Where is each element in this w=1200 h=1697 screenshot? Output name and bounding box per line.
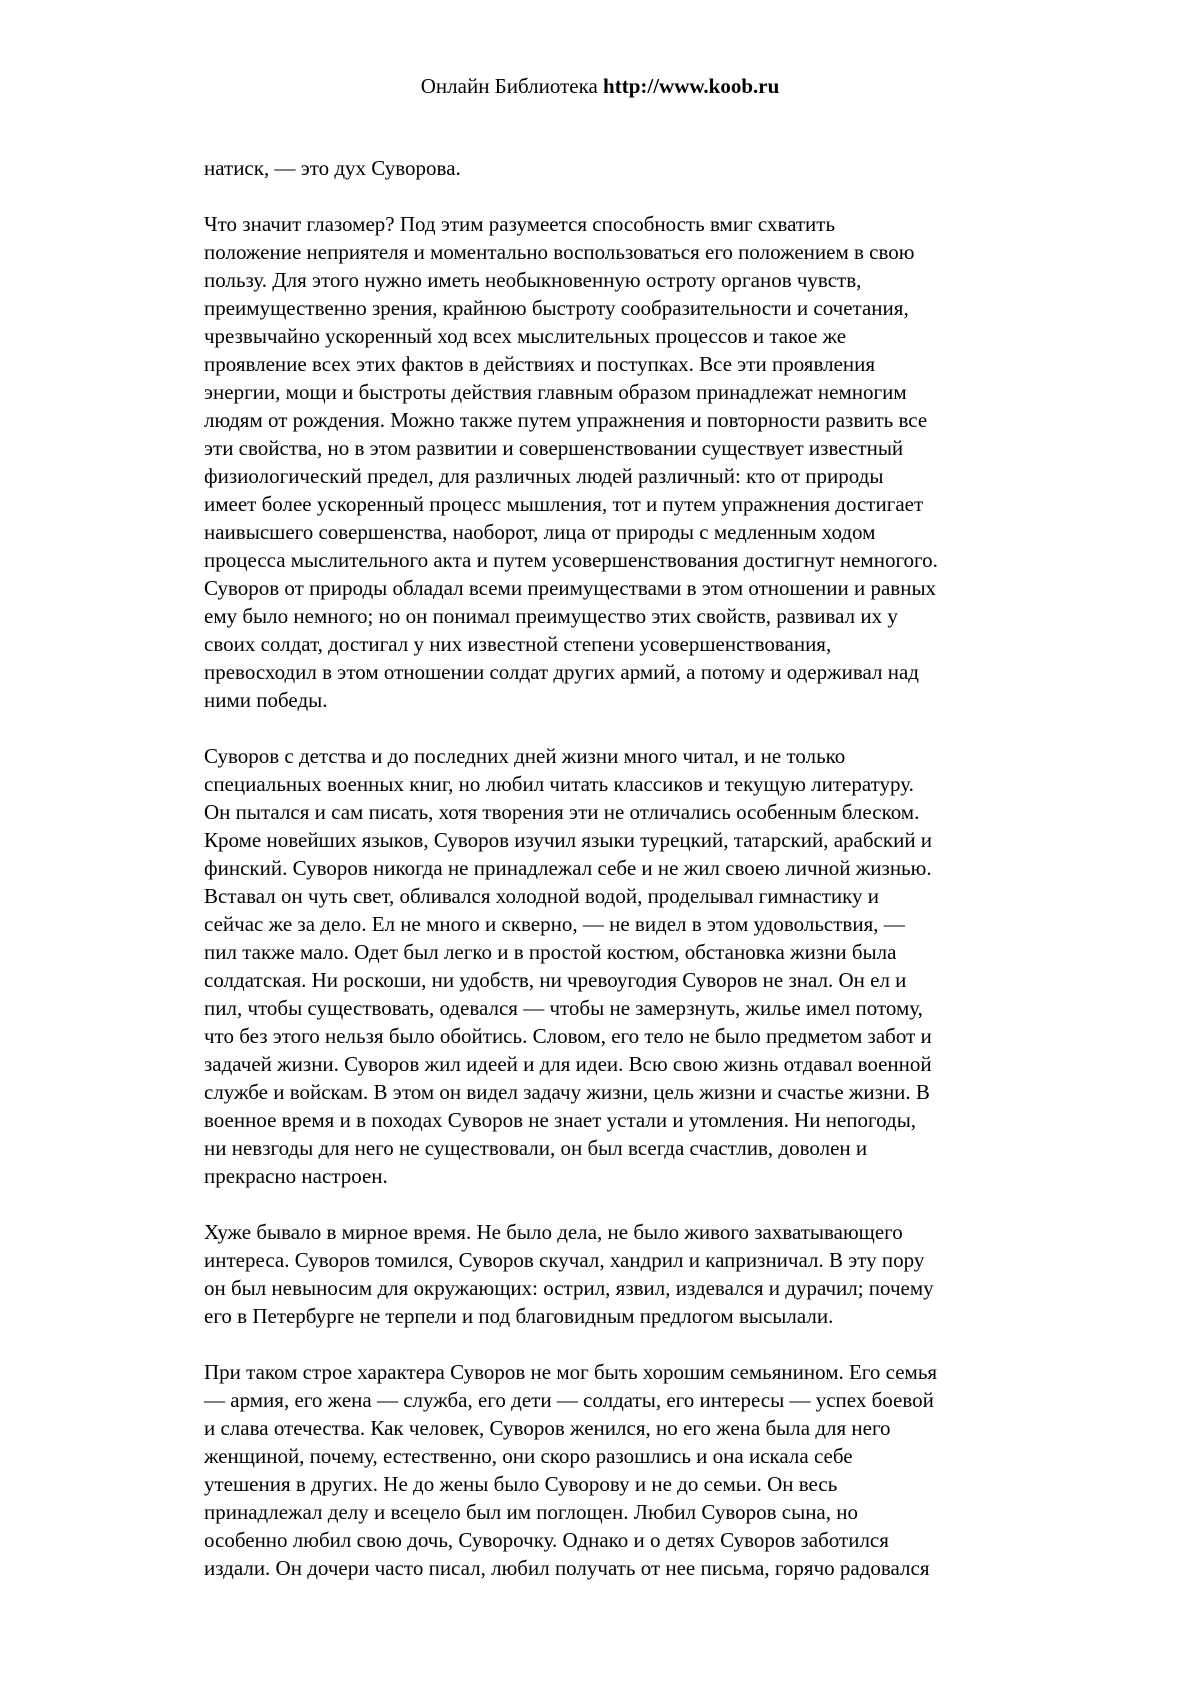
text-line: проявление всех этих фактов в действиях и поступках. Все эти проявления <box>204 352 876 376</box>
text-line: Суворов от природы обладал всеми преимуществами в этом отношении и равных <box>204 576 937 600</box>
paragraph <box>204 1358 1064 1582</box>
text-line: Хуже бывало в мирное время. Не было дела, не было живого захватывающего <box>204 1220 903 1244</box>
text-line: физиологический предел, для различных людей различный: кто от природы <box>204 464 884 488</box>
text-line: службе и войскам. В этом он видел задачу жизни, цель жизни и счастье жизни. В <box>204 1080 930 1104</box>
text-line: ними победы. <box>204 688 328 712</box>
text-line: прекрасно настроен. <box>204 1164 388 1188</box>
text-line: его в Петербурге не терпели и под благовидным предлогом высылали. <box>204 1304 834 1328</box>
text-line: финский. Суворов никогда не принадлежал себе и не жил своею личной жизнью. <box>204 856 932 880</box>
text-line: пользу. Для этого нужно иметь необыкновенную остроту органов чувств, <box>204 268 862 292</box>
header-url[interactable]: http://www.koob.ru <box>603 74 780 98</box>
text-line: энергии, мощи и быстроты действия главным образом принадлежат немногим <box>204 380 907 404</box>
text-line: издали. Он дочери часто писал, любил получать от нее письма, горячо радовался <box>204 1556 930 1580</box>
text-line: принадлежал делу и всецело был им поглощен. Любил Суворов сына, но <box>204 1500 858 1524</box>
text-line: своих солдат, достигал у них известной степени усовершенствования, <box>204 632 832 656</box>
text-line: превосходил в этом отношении солдат других армий, а потому и одерживал над <box>204 660 919 684</box>
page-header <box>0 72 1200 100</box>
text-line: и слава отечества. Как человек, Суворов женился, но его жена была для него <box>204 1416 891 1440</box>
paragraph <box>204 210 1064 714</box>
text-line: женщиной, почему, естественно, они скоро разошлись и она искала себе <box>204 1444 853 1468</box>
text-line: натиск, — это дух Суворова. <box>204 156 461 180</box>
text-line: что без этого нельзя было обойтись. Словом, его тело не было предметом забот и <box>204 1024 932 1048</box>
text-line: задачей жизни. Суворов жил идеей и для идеи. Всю свою жизнь отдавал военной <box>204 1052 932 1076</box>
text-line: Он пытался и сам писать, хотя творения эти не отличались особенным блеском. <box>204 800 920 824</box>
paragraph-gap <box>204 182 1064 210</box>
text-line: он был невыносим для окружающих: острил, язвил, издевался и дурачил; почему <box>204 1276 934 1300</box>
text-line: пил, чтобы существовать, одевался — чтобы не замерзнуть, жилье имел потому, <box>204 996 923 1020</box>
text-line: преимущественно зрения, крайнюю быстроту сообразительности и сочетания, <box>204 296 909 320</box>
paragraph <box>204 154 1064 182</box>
text-line: ему было немного; но он понимал преимущество этих свойств, развивал их у <box>204 604 898 628</box>
text-line: Суворов с детства и до последних дней жизни много читал, и не только <box>204 744 846 768</box>
text-line: специальных военных книг, но любил читать классиков и текущую литературу. <box>204 772 914 796</box>
text-line: При таком строе характера Суворов не мог быть хорошим семьянином. Его семья <box>204 1360 938 1384</box>
text-line: особенно любил свою дочь, Суворочку. Однако и о детях Суворов заботился <box>204 1528 889 1552</box>
text-line: — армия, его жена — служба, его дети — солдаты, его интересы — успех боевой <box>204 1388 934 1412</box>
text-line: чрезвычайно ускоренный ход всех мыслительных процессов и такое же <box>204 324 847 348</box>
header-label: Онлайн Библиотека <box>420 74 598 98</box>
paragraph-gap <box>204 1330 1064 1358</box>
text-line: людям от рождения. Можно также путем упражнения и повторности развить все <box>204 408 928 432</box>
text-line: процесса мыслительного акта и путем усовершенствования достигнут немногого. <box>204 548 938 572</box>
text-line: имеет более ускоренный процесс мышления, тот и путем упражнения достигает <box>204 492 924 516</box>
text-line: интереса. Суворов томился, Суворов скучал, хандрил и капризничал. В эту пору <box>204 1248 925 1272</box>
paragraph-gap <box>204 1190 1064 1218</box>
text-line: солдатская. Ни роскоши, ни удобств, ни чревоугодия Суворов не знал. Он ел и <box>204 968 907 992</box>
text-line: Что значит глазомер? Под этим разумеется способность вмиг схватить <box>204 212 836 236</box>
text-line: сейчас же за дело. Ел не много и скверно, — не видел в этом удовольствия, — <box>204 912 905 936</box>
text-line: эти свойства, но в этом развитии и совершенствовании существует известный <box>204 436 904 460</box>
text-line: военное время и в походах Суворов не знает устали и утомления. Ни непогоды, <box>204 1108 917 1132</box>
text-line: Вставал он чуть свет, обливался холодной водой, проделывал гимнастику и <box>204 884 880 908</box>
paragraph-gap <box>204 714 1064 742</box>
text-line: наивысшего совершенства, наоборот, лица от природы с медленным ходом <box>204 520 876 544</box>
document-body <box>204 154 1064 1582</box>
paragraph <box>204 1218 1064 1330</box>
text-line: ни невзгоды для него не существовали, он был всегда счастлив, доволен и <box>204 1136 868 1160</box>
text-line: пил также мало. Одет был легко и в простой костюм, обстановка жизни была <box>204 940 897 964</box>
text-line: положение неприятеля и моментально воспользоваться его положением в свою <box>204 240 915 264</box>
paragraph <box>204 742 1064 1190</box>
text-line: утешения в других. Не до жены было Суворову и не до семьи. Он весь <box>204 1472 838 1496</box>
text-line: Кроме новейших языков, Суворов изучил языки турецкий, татарский, арабский и <box>204 828 933 852</box>
